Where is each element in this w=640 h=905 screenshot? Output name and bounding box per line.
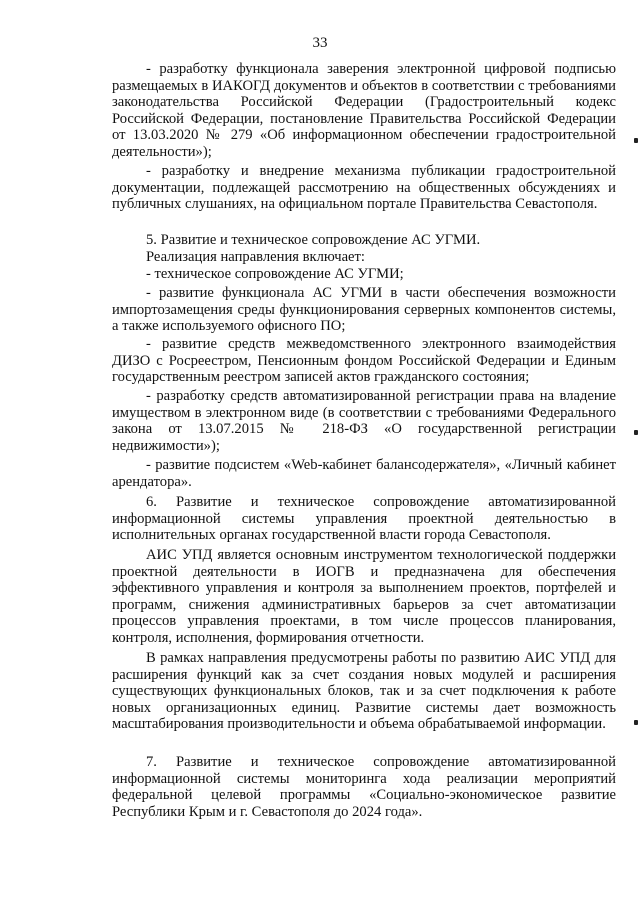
paragraph-11: АИС УПД является основным инструментом технологической поддержки проектной деятельности в ИОГВ и предназначена для обеспечения эффективного управления и контроля за выполнением проектов, портфелей и программ, снижения административных барьеров за счет автоматизации процессов управления проектами, в том числе процессов планирования, контроля, исполнения, формирования отчетности. [112,547,616,646]
scan-edge-mark [634,720,638,725]
paragraph-13: 7. Развитие и техническое сопровождение автоматизированной информационной системы мониторинга хода реализации мероприятий федеральной целевой программы «Социально-экономическое развитие Республики Крым и г. Севастополя до 2024 года». [112,754,616,820]
page-number: 33 [312,35,328,51]
paragraph-9: - развитие подсистем «Web-кабинет балансодержателя», «Личный кабинет арендатора». [112,457,616,490]
paragraph-6: - развитие функционала АС УГМИ в части обеспечения возможности импортозамещения среды функционирования серверных компонентов системы, а также используемого офисного ПО; [112,285,616,335]
paragraph-4: Реализация направления включает: [146,249,365,265]
paragraph-7: - развитие средств межведомственного электронного взаимодействия ДИЗО с Росреестром, Пенсионным фондом Российской Федерации и Единым государственным реестром записей актов гражданского состояния; [112,336,616,386]
paragraph-8: - разработку средств автоматизированной регистрации права на владение имуществом в электронном виде (в соответствии с требованиями Федерального закона от 13.07.2015 № 218-ФЗ «О государственной регистрации недвижимости»); [112,388,616,454]
scan-edge-mark [634,138,638,143]
paragraph-3: 5. Развитие и техническое сопровождение АС УГМИ. [146,232,481,248]
paragraph-5: - техническое сопровождение АС УГМИ; [146,266,404,282]
paragraph-10: 6. Развитие и техническое сопровождение автоматизированной информационной системы управления проектной деятельностью в исполнительных органах государственной власти города Севастополя. [112,494,616,544]
paragraph-1: - разработку функционала заверения электронной цифровой подписью размещаемых в ИАКОГД документов и объектов в соответствии с требованиями законодательства Российской Федерации (Градостроительный кодекс Российской Федерации, постановление Правительства Российской Федерации от 13.03.2020 № 279 «Об информационном обеспечении градостроительной деятельности»); [112,61,616,160]
paragraph-12: В рамках направления предусмотрены работы по развитию АИС УПД для расширения функций как за счет создания новых модулей и расширения существующих функциональных блоков, так и за счет подключения к работе новых организационных единиц. Развитие системы дает возможность масштабирования производительности и объема обрабатываемой информации. [112,650,616,733]
scan-edge-mark [634,430,638,435]
paragraph-2: - разработку и внедрение механизма публикации градостроительной документации, подлежащей рассмотрению на общественных обсуждениях и публичных слушаниях, на официальном портале Правительства Севастополя. [112,163,616,213]
